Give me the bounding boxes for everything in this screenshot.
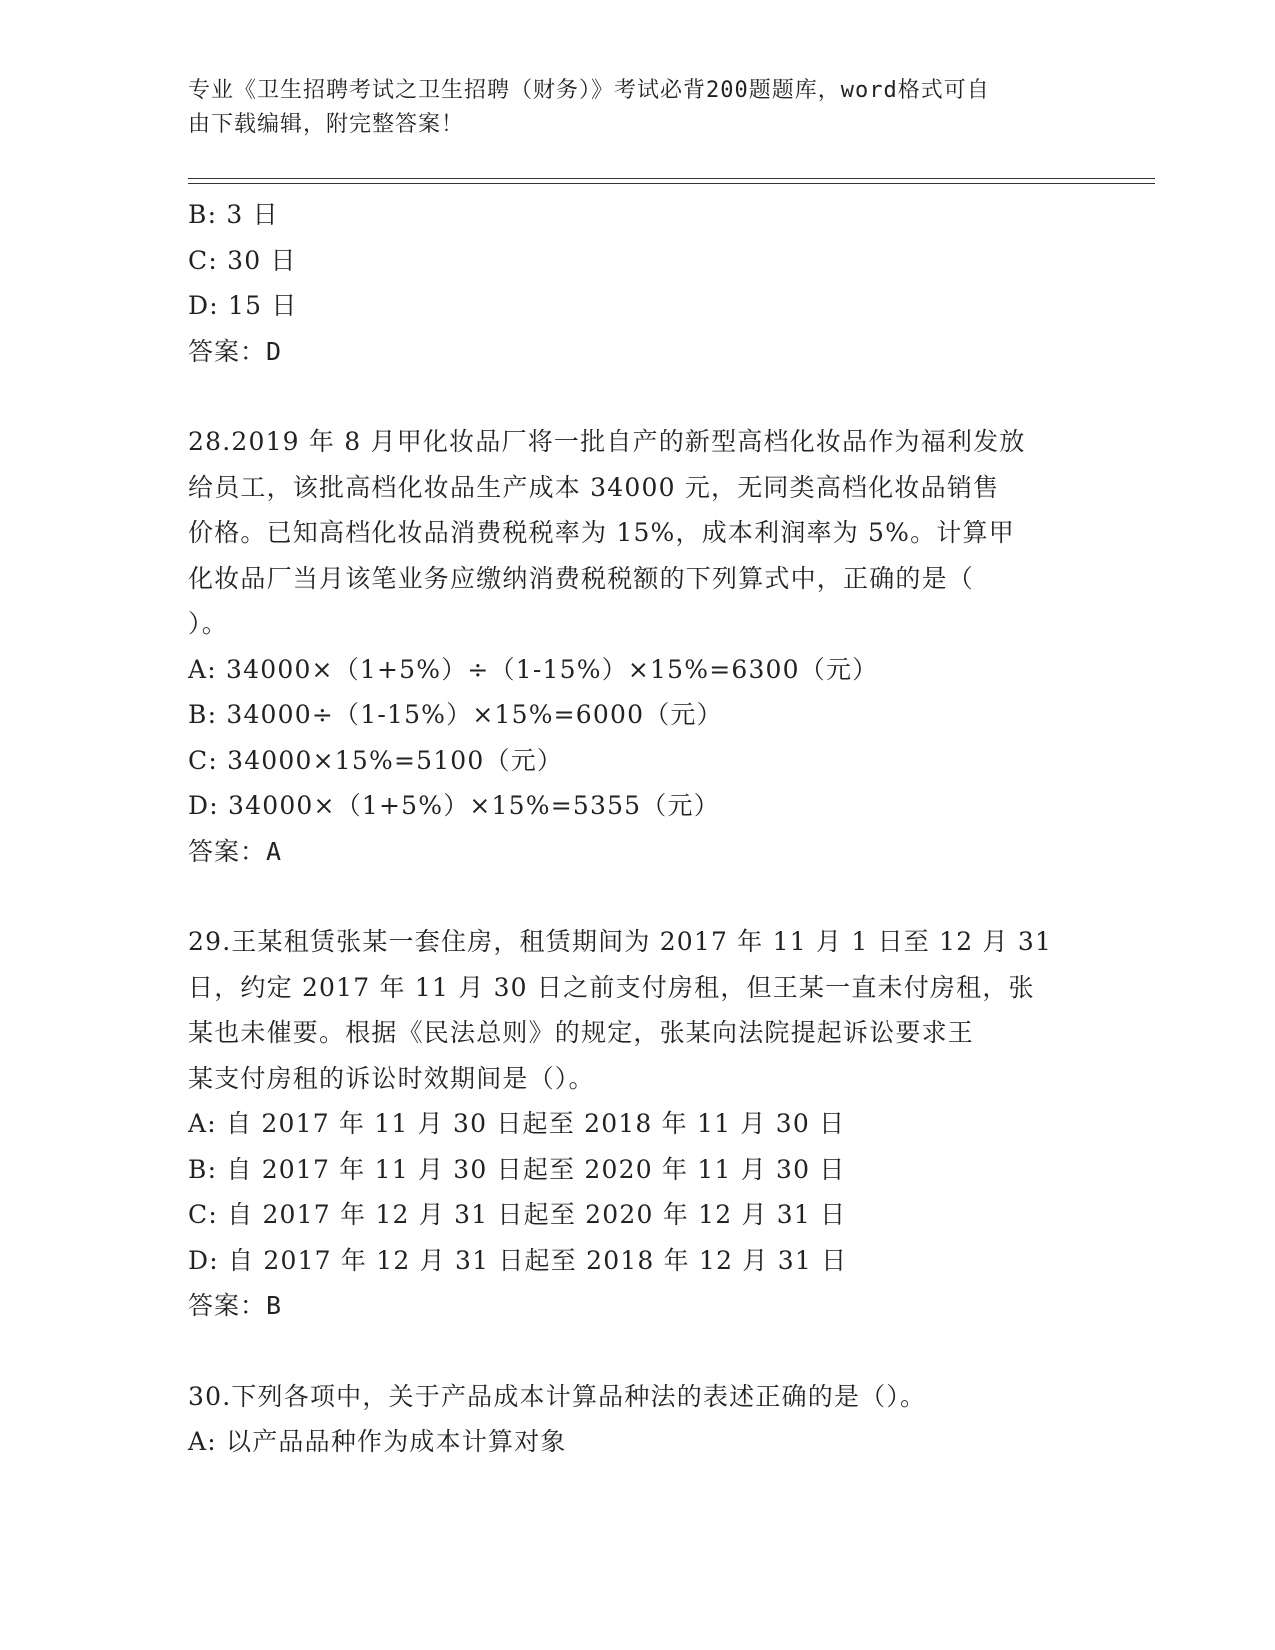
question-text-line: 29.王某租赁张某一套住房，租赁期间为 2017 年 11 月 1 日至 12 月 31 [188, 927, 1053, 956]
answer-line: 答案：B [188, 1291, 283, 1320]
spacer [188, 874, 1088, 919]
header-divider-bottom [188, 183, 1155, 184]
option-a: A: 以产品品种作为成本计算对象 [188, 1427, 567, 1456]
header-divider-top [188, 178, 1155, 179]
question-text-line: 某也未催要。根据《民法总则》的规定，张某向法院提起诉讼要求王 [188, 1018, 975, 1047]
question-text-line: 日，约定 2017 年 11 月 30 日之前支付房租，但王某一直未付房租，张 [188, 972, 1035, 1002]
question-text-line: 价格。已知高档化妆品消费税税率为 15%，成本利润率为 5%。计算甲 [188, 518, 1015, 547]
question-text-line: 某支付房租的诉讼时效期间是（）。 [188, 1063, 595, 1093]
document-body [188, 192, 1088, 1465]
option-b: B: 3 日 [188, 200, 279, 229]
question-28 [188, 419, 1088, 874]
answer-line: 答案：D [188, 336, 283, 366]
option-d: D: 34000×（1+5%）×15%=5355（元） [188, 791, 720, 820]
question-text-line: 28.2019 年 8 月甲化妆品厂将一批自产的新型高档化妆品作为福利发放 [188, 427, 1026, 456]
question-text-line: 给员工，该批高档化妆品生产成本 34000 元，无同类高档化妆品销售 [188, 472, 1000, 502]
option-a: A: 34000×（1+5%）÷（1-15%）×15%=6300（元） [188, 654, 879, 684]
spacer [188, 374, 1088, 419]
option-b: B: 自 2017 年 11 月 30 日起至 2020 年 11 月 30 日 [188, 1154, 846, 1184]
option-d: D: 15 日 [188, 291, 298, 320]
option-d: D: 自 2017 年 12 月 31 日起至 2018 年 12 月 31 日 [188, 1245, 848, 1275]
question-text-line: 30.下列各项中，关于产品成本计算品种法的表述正确的是（）。 [188, 1381, 927, 1411]
header-line-1: 专业《卫生招聘考试之卫生招聘（财务）》考试必背200题题库，word格式可自 [188, 78, 990, 103]
question-30 [188, 1374, 1088, 1465]
option-a: A: 自 2017 年 11 月 30 日起至 2018 年 11 月 30 日 [188, 1109, 846, 1138]
question-text-line: 化妆品厂当月该笔业务应缴纳消费税税额的下列算式中，正确的是（ [188, 563, 975, 593]
spacer [188, 1329, 1088, 1374]
option-c: C: 30 日 [188, 245, 297, 275]
header-line-2: 由下载编辑，附完整答案！ [188, 112, 465, 137]
answer-line: 答案：A [188, 836, 283, 866]
option-c: C: 34000×15%=5100（元） [188, 745, 564, 775]
option-c: C: 自 2017 年 12 月 31 日起至 2020 年 12 月 31 日 [188, 1200, 847, 1229]
question-text-line: ）。 [188, 609, 228, 638]
option-b: B: 34000÷（1-15%）×15%=6000（元） [188, 700, 723, 729]
question-27-continued [188, 192, 1088, 374]
question-29 [188, 919, 1088, 1329]
document-header [188, 74, 1078, 142]
